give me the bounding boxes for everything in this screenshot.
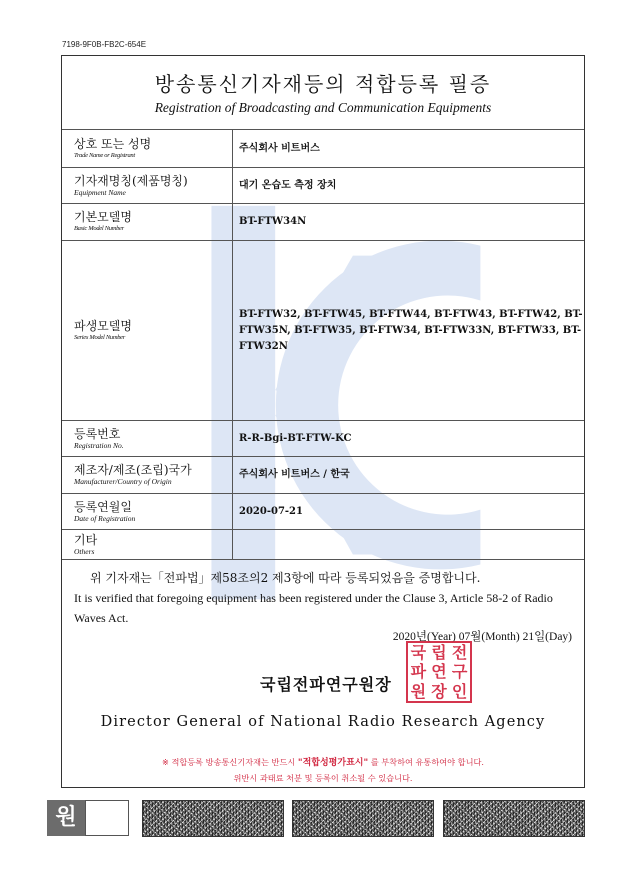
notice-prefix: ※ 적합등록 방송통신기자재는 반드시	[161, 757, 296, 767]
issuer-english: Director General of National Radio Research Agency	[100, 714, 546, 730]
label-basic-model-ko: 기본모델명	[74, 210, 132, 224]
security-strip	[47, 800, 587, 838]
row-series-model	[62, 241, 586, 421]
official-seal	[406, 641, 472, 703]
label-manufacturer-ko: 제조자/제조(조립)국가	[74, 463, 192, 477]
seal-char: 구	[451, 662, 468, 682]
seal-char: 장	[431, 681, 447, 701]
label-basic-model-en: Basic Model Number	[74, 225, 124, 232]
label-trade-name-en: Trade Name or Registrant	[74, 151, 135, 159]
seal-char: 립	[431, 643, 447, 662]
title-english: Registration of Broadcasting and Communication Equipments	[154, 100, 492, 115]
value-basic-model: BT-FTW34N	[233, 204, 586, 241]
stamp-box	[85, 800, 129, 836]
row-basic-model	[62, 204, 586, 241]
label-equipment-name-en: Equipment Name	[74, 187, 126, 197]
seal-char: 인	[451, 681, 468, 701]
label-series-model-en: Series Model Number	[74, 333, 125, 341]
notice-suffix: 를 부착하여 유통하여야 합니다.	[370, 757, 484, 767]
registration-table	[61, 129, 585, 560]
label-registration-no-ko: 등록번호	[74, 426, 121, 441]
label-others-ko: 기타	[74, 532, 98, 547]
original-stamp-icon: 원	[47, 800, 85, 836]
value-registration-no: R-R-Bgi-BT-FTW-KC	[233, 421, 586, 457]
row-manufacturer	[62, 457, 586, 494]
certification-text-ko: 위 기자재는「전파법」제58조의2 제3항에 따라 등록되었음을 증명합니다.	[90, 571, 481, 585]
notice-emphasis: "적합성평가표시"	[297, 758, 369, 768]
certificate-frame	[61, 55, 585, 788]
value-equipment-name: 대기 온습도 측정 장치	[233, 168, 586, 204]
label-registration-no-en: Registration No.	[74, 440, 124, 450]
row-others	[62, 530, 586, 560]
value-others	[233, 530, 586, 560]
row-trade-name	[62, 130, 586, 168]
notice	[62, 755, 584, 786]
notice-line-1	[62, 755, 584, 771]
seal-char: 연	[431, 662, 447, 682]
seal-char: 전	[451, 643, 468, 662]
label-others-en: Others	[74, 546, 95, 556]
label-manufacturer-en: Manufacturer/Country of Origin	[74, 477, 172, 486]
title-korean: 방송통신기자재등의 적합등록 필증	[154, 72, 492, 96]
seal-char: 국	[410, 643, 427, 662]
seal-char: 원	[410, 681, 427, 701]
security-code-3	[443, 800, 585, 837]
notice-line-2: 위반시 과태료 처분 및 등록이 취소될 수 있습니다.	[233, 773, 413, 783]
value-manufacturer: 주식회사 비트버스 / 한국	[233, 457, 586, 494]
issuer-korean: 국립전파연구원장	[260, 675, 392, 694]
row-registration-date	[62, 494, 586, 530]
security-code-2	[292, 800, 434, 837]
security-code-1	[142, 800, 284, 837]
issue-date: 2020년(Year) 07월(Month) 21일(Day)	[392, 631, 572, 643]
label-equipment-name-ko: 기자재명칭(제품명칭)	[74, 173, 188, 188]
label-series-model-ko: 파생모델명	[74, 318, 132, 333]
label-registration-date-en: Date of Registration	[74, 513, 136, 523]
value-trade-name: 주식회사 비트버스	[233, 130, 586, 168]
document-id: 7198-9F0B-FB2C-654E	[62, 40, 147, 49]
value-series-model: BT-FTW32, BT-FTW45, BT-FTW44, BT-FTW43, BT-FTW42, BT-FTW35N, BT-FTW35, BT-FTW34, BT-FTW33N, BT-FTW33, BT-FTW32N	[233, 241, 586, 421]
value-registration-date: 2020-07-21	[233, 494, 586, 530]
seal-char: 파	[410, 662, 427, 682]
row-registration-no	[62, 421, 586, 457]
label-registration-date-ko: 등록연월일	[74, 499, 132, 514]
row-equipment-name	[62, 168, 586, 204]
label-trade-name-ko: 상호 또는 성명	[74, 136, 152, 151]
certification-text-en: It is verified that foregoing equipment has been registered under the Clause 3, Article 58-2 of Radio Waves Act.	[74, 591, 553, 625]
